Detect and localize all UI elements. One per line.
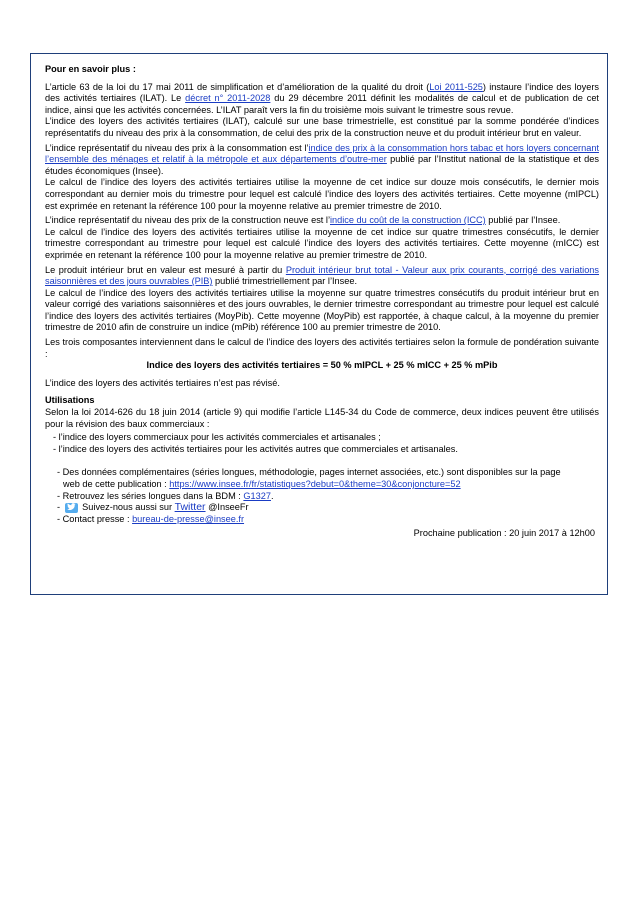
paragraph-non-revise: L’indice des loyers des activités tertiaires n’est pas révisé.	[45, 377, 280, 388]
list-item: - l’indice des loyers commerciaux pour les activités commerciales et artisanales ;	[53, 432, 381, 443]
link-publication-page[interactable]: https://www.insee.fr/fr/statistiques?debut=0&theme=30&conjoncture=52	[169, 479, 461, 489]
paragraph-loi: L’article 63 de la loi du 17 mai 2011 de simplification et d’amélioration de la qualité du droit (Loi 2011-525) instaure l’indice des loyers des activités tertiaires (ILAT). Le décret n° 2011-2028 du 29 décembre 2011 définit les modalités de calcul et de publication de cet indice, ainsi que les activités concernées. L’ILAT paraît vers la fin du troisième mois suivant le trimestre sous revue.	[45, 81, 599, 115]
paragraph-ponderation: Les trois composantes interviennent dans le calcul de l’indice des loyers des activités tertiaires selon la formule de pondération suivante :	[45, 337, 599, 359]
utilisations-text: Selon la loi 2014-626 du 18 juin 2014 (article 9) qui modifie l’article L145-34 du Code de commerce, deux indices peuvent être utilisés pour la révision des baux commerciaux :	[45, 407, 599, 429]
footer-line-twitter: - Suivez-nous aussi sur Twitter @InseeFr	[57, 501, 249, 514]
link-loi-2011-525[interactable]: Loi 2011-525	[429, 81, 483, 92]
link-ipc[interactable]: indice des prix à la consommation hors tabac et hors loyers concernant l’ensemble des ménages et relatif à la métropole et aux départements d’outre-mer	[45, 142, 599, 165]
link-contact-presse[interactable]: bureau-de-presse@insee.fr	[132, 513, 245, 524]
link-decret-2011-2028[interactable]: décret n° 2011-2028	[185, 93, 271, 104]
footer-line-contact: - Contact presse : bureau-de-presse@insee.fr	[57, 513, 245, 524]
link-icc[interactable]: indice du coût de la construction (ICC)	[329, 215, 486, 226]
paragraph-ipc: L’indice représentatif du niveau des prix à la consommation est l’indice des prix à la consommation hors tabac et hors loyers concernant l’ensemble des ménages et relatif à la métropole et aux départements d’outre-mer publié par l’Institut national de la statistique et des études économiques (Insee). Le calcul de l’indice des loyers des activités tertiaires utilise la moyenne de cet indice sur douze mois consécutifs, le dernier mois correspondant au dernier mois du trimestre pour lequel est calculé l’indice des loyers des activités tertiaires. Cette moyenne (mIPCL) est exprimée en retenant la référence 100 pour la moyenne relative au premier trimestre de 2010.	[45, 142, 599, 211]
list-item: - l’indice des loyers des activités tertiaires pour les activités autres que commerciales et artisanales.	[53, 443, 458, 454]
section-heading: Pour en savoir plus :	[45, 64, 136, 74]
twitter-bird-icon	[65, 503, 78, 513]
next-publication: Prochaine publication : 20 juin 2017 à 12h00	[413, 528, 595, 539]
paragraph-pib: Le produit intérieur brut en valeur est mesuré à partir du Produit intérieur brut total - Valeur aux prix courants, corrigé des variations saisonnières et des jours ouvrables (PIB) publié trimestriellement par l’Insee. Le calcul de l’indice des loyers des activités tertiaires utilise la moyenne sur quatre trimestres consécutifs du produit intérieur brut en valeur corrigé des variations saisonnières et des jours ouvrables, le dernier trimestre correspondant au trimestre pour lequel est calculé l’indice des loyers des activités tertiaires (MoyPib). Cette moyenne (MoyPib) est rapportée, à chaque calcul, à la moyenne du premier trimestre de 2010 afin de construire un indice (mPib) référence 100 au premier trimestre de 2010.	[45, 264, 600, 333]
link-twitter[interactable]: Twitter	[174, 501, 206, 514]
paragraph-ilat-definition: L’indice des loyers des activités tertiaires (ILAT), calculé sur une base trimestrielle, est constitué par la somme pondérée d’indices représentatifs du niveau des prix à la consommation, de celui des prix de la construction neuve et du produit intérieur brut en valeur.	[45, 116, 599, 138]
link-bdm-g1327[interactable]: G1327	[243, 490, 271, 501]
footer-line-bdm: - Retrouvez les séries longues dans la BDM : G1327.	[57, 490, 274, 501]
footer-line-web: web de cette publication : https://www.insee.fr/fr/statistiques?debut=0&theme=30&conjoncture=52	[63, 479, 461, 489]
footer-line-donnees: - Des données complémentaires (séries longues, méthodologie, pages internet associées, etc.) sont disponibles sur la page	[57, 467, 561, 478]
info-box	[30, 53, 608, 595]
formula: Indice des loyers des activités tertiaires = 50 % mIPCL + 25 % mICC + 25 % mPib	[146, 360, 498, 371]
link-pib[interactable]: Produit intérieur brut total - Valeur aux prix courants, corrigé des variations saisonnières et des jours ouvrables (PIB)	[45, 264, 600, 287]
utilisations-title: Utilisations	[45, 395, 95, 406]
paragraph-icc: L’indice représentatif du niveau des prix de la construction neuve est l’indice du coût de la construction (ICC) publié par l’Insee. Le calcul de l’indice des loyers des activités tertiaires utilise la moyenne de cet indice sur quatre trimestres consécutifs, le dernier trimestre correspondant au trimestre pour lequel est calculé l’indice des loyers des activités tertiaires. Cette moyenne (mICC) est exprimée en retenant la référence 100 pour la moyenne relative au premier trimestre de 2010.	[45, 215, 599, 260]
